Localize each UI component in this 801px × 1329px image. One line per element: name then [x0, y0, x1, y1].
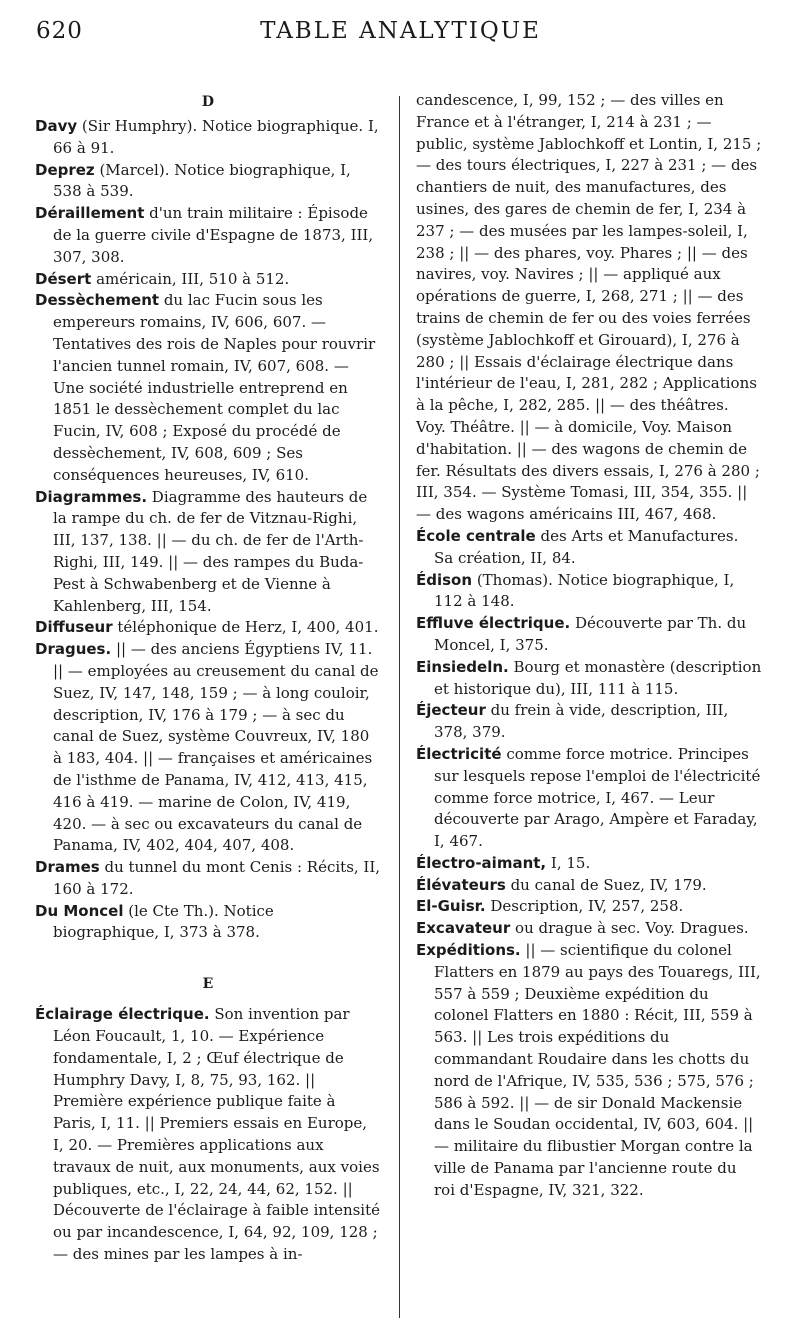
page-header [0, 9, 801, 49]
entry-text: (Thomas). Notice biographique, I, 112 à 148. [434, 570, 735, 611]
entry-headword: Davy [35, 117, 78, 135]
column-divider [399, 96, 400, 1318]
entry-text: Découverte par Th. du Moncel, I, 375. [434, 614, 747, 654]
index-entry [35, 639, 381, 857]
running-title: TABLE ANALYTIQUE [260, 18, 541, 44]
left-column [35, 90, 381, 1266]
index-entry [416, 526, 762, 570]
index-entry [416, 940, 762, 1202]
right-column [416, 90, 762, 1202]
entry-text: Diagramme des hauteurs de la rampe du ch. de fer de Vitznau-Righi, III, 137, 138. || — du ch. de fer de l'Arth-Righi, III, 149. || — des rampes du Buda-Pest à Schwabenberg et de Vienne à Kahlenberg, III, 154. [53, 487, 368, 615]
index-entry [416, 570, 762, 614]
entry-text: du canal de Suez, IV, 179. [505, 875, 707, 894]
index-entry [416, 613, 762, 657]
entry-text: ou drague à sec. Voy. Dragues. [510, 919, 749, 938]
entry-text: du lac Fucin sous les empereurs romains, IV, 606, 607. — Tentatives des rois de Naples pour rouvrir l'ancien tunnel romain, IV, 607, 608. — Une société industrielle entreprend en 1851 le dessèchement complet du lac Fucin, IV, 608 ; Exposé du procédé de dessèchement, IV, 608, 609 ; Ses conséquences heureuses, IV, 610. [53, 291, 376, 484]
index-entry [35, 116, 381, 160]
entry-text: du frein à vide, description, III, 378, 379. [434, 701, 729, 742]
index-entry [35, 269, 381, 291]
entry-headword: Élévateurs [416, 875, 506, 894]
index-entry [35, 487, 381, 618]
entry-text: d'un train militaire : Épisode de la guerre civile d'Espagne de 1873, III, 307, 308. [53, 204, 374, 266]
section-letter-d: D [201, 94, 215, 110]
index-entry [35, 203, 381, 268]
entry-headword: Dragues. [35, 640, 112, 659]
entry-text: || — des anciens Égyptiens IV, 11. || — employées au creusement du canal de Suez, IV, 147, 148, 159 ; — à long couloir, description, IV, 176 à 179 ; — à sec du canal de Suez, système Couvreux, IV, 180 à 183, 404. || — françaises et américaines de l'isthme de Panama, IV, 412, 413, 415, 416 à 419. — marine de Colon, IV, 419, 420. — à sec ou excavateurs du canal de Panama, IV, 402, 404, 407, 408. [53, 640, 379, 855]
entry-headword: École centrale [416, 526, 536, 545]
entry-text: (Sir Humphry). Notice biographique. I, 66 à 91. [53, 117, 379, 157]
index-entry [35, 160, 381, 204]
section-letter-e: E [202, 976, 214, 993]
entry-text: || — scientifique du colonel Flatters en 1879 au pays des Touaregs, III, 557 à 559 ; Deuxième expédition du colonel Flatters en 1880 : Récit, III, 559 à 563. || Les trois expéditions du commandant Roudaire dans les chotts du nord de l'Afrique, IV, 535, 536 ; 575, 576 ; 586 à 592. || — de sir Donald Mackensie dans le Soudan occidental, IV, 603, 604. || — militaire du flibustier Morgan contre la ville de Panama par l'ancienne route du roi d'Espagne, IV, 321, 322. [434, 941, 761, 1199]
index-entry [35, 617, 381, 639]
entry-headword: Édison [416, 570, 473, 589]
entry-continuation: candescence, I, 99, 152 ; — des villes en France et à l'étranger, I, 214 à 231 ; — public, système Jablochkoff et Lontin, I, 215 ; — des tours électriques, I, 227 à 231 ; — des chantiers de nuit, des manufactures, des usines, des gares de chemin de fer, I, 234 à 237 ; — des musées par les lampes-soleil, I, 238 ; || — des phares, voy. Phares ; || — des navires, voy. Navires ; || — appliqué aux opérations de guerre, I, 268, 271 ; || — des trains de chemin de fer ou des voies ferrées (système Jablochkoff et Girouard), I, 276 à 280 ; || Essais d'éclairage électrique dans l'intérieur de l'eau, I, 281, 282 ; Applications à la pêche, I, 282, 285. || — des théâtres. Voy. Théâtre. || — à domicile, Voy. Maison d'habitation. || — des wagons de chemin de fer. Résultats des divers essais, I, 276 à 280 ; III, 354. — Système Tomasi, III, 354, 355. || — des wagons américains III, 467, 468. [416, 91, 762, 524]
entry-text: Bourg et monastère (description et historique du), III, 111 à 115. [434, 657, 762, 698]
entry-text: des Arts et Manufactures. Sa création, II, 84. [434, 526, 739, 567]
entry-text: (le Cte Th.). Notice biographique, I, 373 à 378. [53, 901, 274, 942]
entry-headword: Diagrammes. [35, 487, 148, 506]
entry-text: téléphonique de Herz, I, 400, 401. [112, 618, 379, 637]
index-entry [416, 700, 762, 744]
index-entry [416, 853, 762, 875]
entry-headword: Deprez [35, 160, 95, 179]
index-entry [416, 657, 762, 701]
page-number: 620 [36, 18, 83, 44]
entry-headword: Einsiedeln. [416, 657, 509, 676]
index-entry [35, 901, 381, 945]
index-entry [35, 1004, 381, 1266]
index-entry [416, 875, 762, 897]
index-entry [416, 896, 762, 918]
entry-text: I, 15. [546, 853, 591, 872]
entry-headword: Éclairage électrique. [35, 1005, 210, 1024]
entry-headword: El-Guisr. [416, 897, 486, 916]
index-entry [416, 918, 762, 940]
entry-headword: Éjecteur [416, 701, 486, 720]
entry-text: (Marcel). Notice biographique, I, 538 à 539. [53, 160, 351, 201]
entry-headword: Drames [35, 858, 100, 877]
index-entry [35, 290, 381, 486]
entry-text: Son invention par Léon Foucault, 1, 10. — Expérience fondamentale, I, 2 ; Œuf électrique de Humphry Davy, I, 8, 75, 93, 162. || Première expérience publique faite à Paris, I, 11. || Premiers essais en Europe, I, 20. — Premières applications aux travaux de nuit, aux monuments, aux voies publiques, etc., I, 22, 24, 44, 62, 152. || Découverte de l'éclairage à faible intensité ou par incandescence, I, 64, 92, 109, 128 ; — des mines par les lampes à in- [53, 1005, 381, 1264]
entries-right-list [416, 526, 762, 1202]
entry-text: américain, III, 510 à 512. [91, 269, 290, 288]
entries-e-list [35, 1004, 381, 1266]
entry-headword: Désert [35, 269, 92, 288]
entry-headword: Du Moncel [35, 901, 124, 920]
entry-headword: Diffuseur [35, 618, 113, 637]
entry-text: comme force motrice. Principes sur lesquels repose l'emploi de l'électricité comme force motrice, I, 467. — Leur découverte par Arago, Ampère et Faraday, I, 467. [434, 744, 761, 851]
entry-headword: Excavateur [416, 919, 511, 938]
entry-headword: Électricité [416, 744, 502, 763]
index-entry [416, 744, 762, 853]
entry-headword: Dessèchement [35, 291, 160, 310]
index-entry [35, 857, 381, 901]
entry-headword: Déraillement [35, 204, 145, 223]
entries-d-list [35, 116, 381, 944]
entry-headword: Effluve électrique. [416, 614, 571, 633]
entry-headword: Électro-aimant, [416, 853, 547, 872]
entry-text: Description, IV, 257, 258. [485, 897, 684, 916]
entry-text: du tunnel du mont Cenis : Récits, II, 160 à 172. [53, 858, 381, 898]
entry-headword: Expéditions. [416, 941, 521, 960]
